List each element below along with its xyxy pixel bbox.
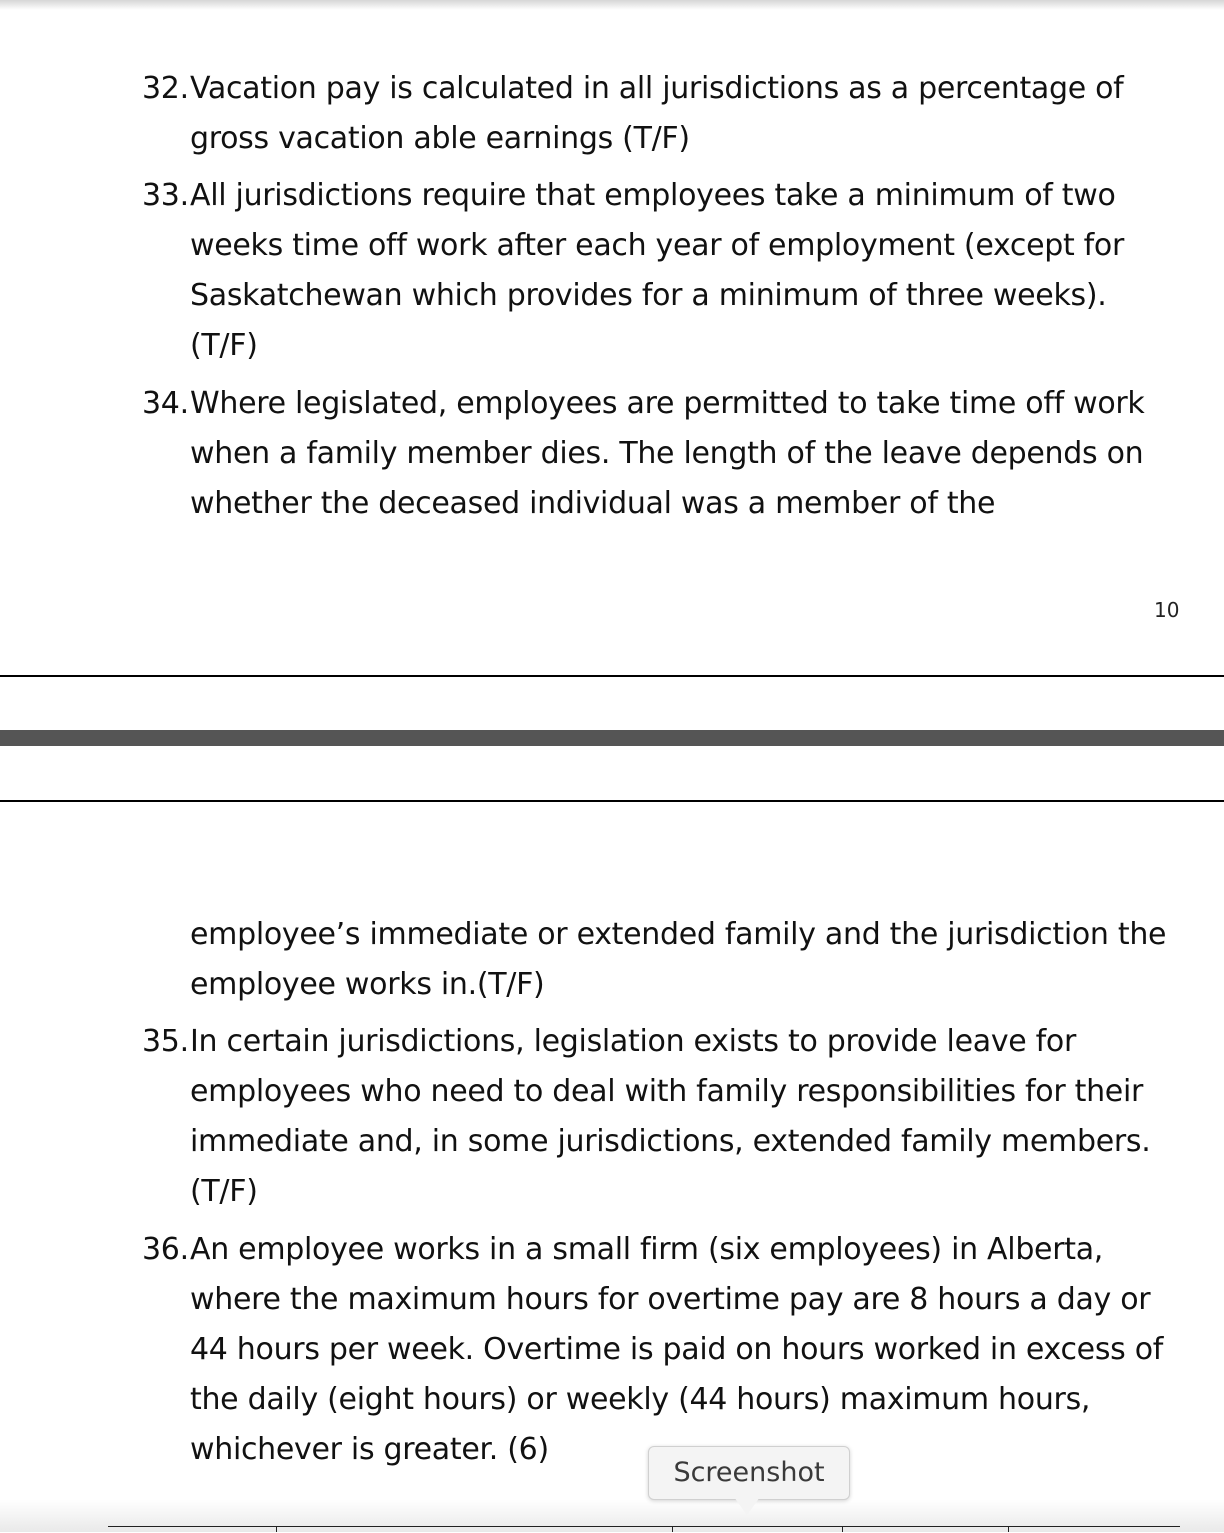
question-text: An employee works in a small firm (six employees) in Alberta, where the maximum hours for overtime pay are 8 hours a day or 44 hours per week. Overtime is paid on hours worked in excess of the daily (eight hours) or weekly (44 hours) maximum hours, whichever is greater. (6) (190, 1232, 1164, 1467)
table-column-divider (276, 1526, 277, 1532)
table-column-divider (842, 1526, 843, 1532)
table-column-divider (1008, 1526, 1009, 1532)
question-number: 32. (142, 71, 189, 106)
question-33 (142, 171, 1182, 371)
question-text: In certain jurisdictions, legislation exists to provide leave for employees who need to deal with family responsibilities for their immediate and, in some jurisdictions, extended family members. (T/F) (190, 1024, 1151, 1209)
screenshot-tooltip[interactable]: Screenshot (648, 1446, 850, 1500)
tooltip-arrow (734, 1497, 760, 1515)
question-36 (142, 1225, 1182, 1475)
question-35 (142, 1017, 1182, 1217)
question-number: 36. (142, 1232, 189, 1267)
page-gap (0, 730, 1224, 746)
question-32 (142, 64, 1182, 164)
question-number: 33. (142, 178, 189, 213)
question-34-continuation: employee’s immediate or extended family and the jurisdiction the employee works in.(T/F) (190, 917, 1167, 1002)
question-number: 34. (142, 386, 189, 421)
question-text: Vacation pay is calculated in all jurisdictions as a percentage of gross vacation able earnings (T/F) (190, 71, 1124, 156)
question-34 (142, 379, 1182, 529)
question-text: All jurisdictions require that employees take a minimum of two weeks time off work after each year of employment (except for Saskatchewan which provides for a minimum of three weeks). (T/F) (190, 178, 1125, 363)
question-number: 35. (142, 1024, 189, 1059)
page-bottom-edge (0, 675, 1224, 677)
window-top-shadow (0, 0, 1224, 10)
page-number: 10 (1154, 598, 1180, 622)
table-column-divider (672, 1526, 673, 1532)
page-top-edge (0, 800, 1224, 802)
question-text: Where legislated, employees are permitted to take time off work when a family member dies. The length of the leave depends on whether the deceased individual was a member of the (190, 386, 1145, 521)
